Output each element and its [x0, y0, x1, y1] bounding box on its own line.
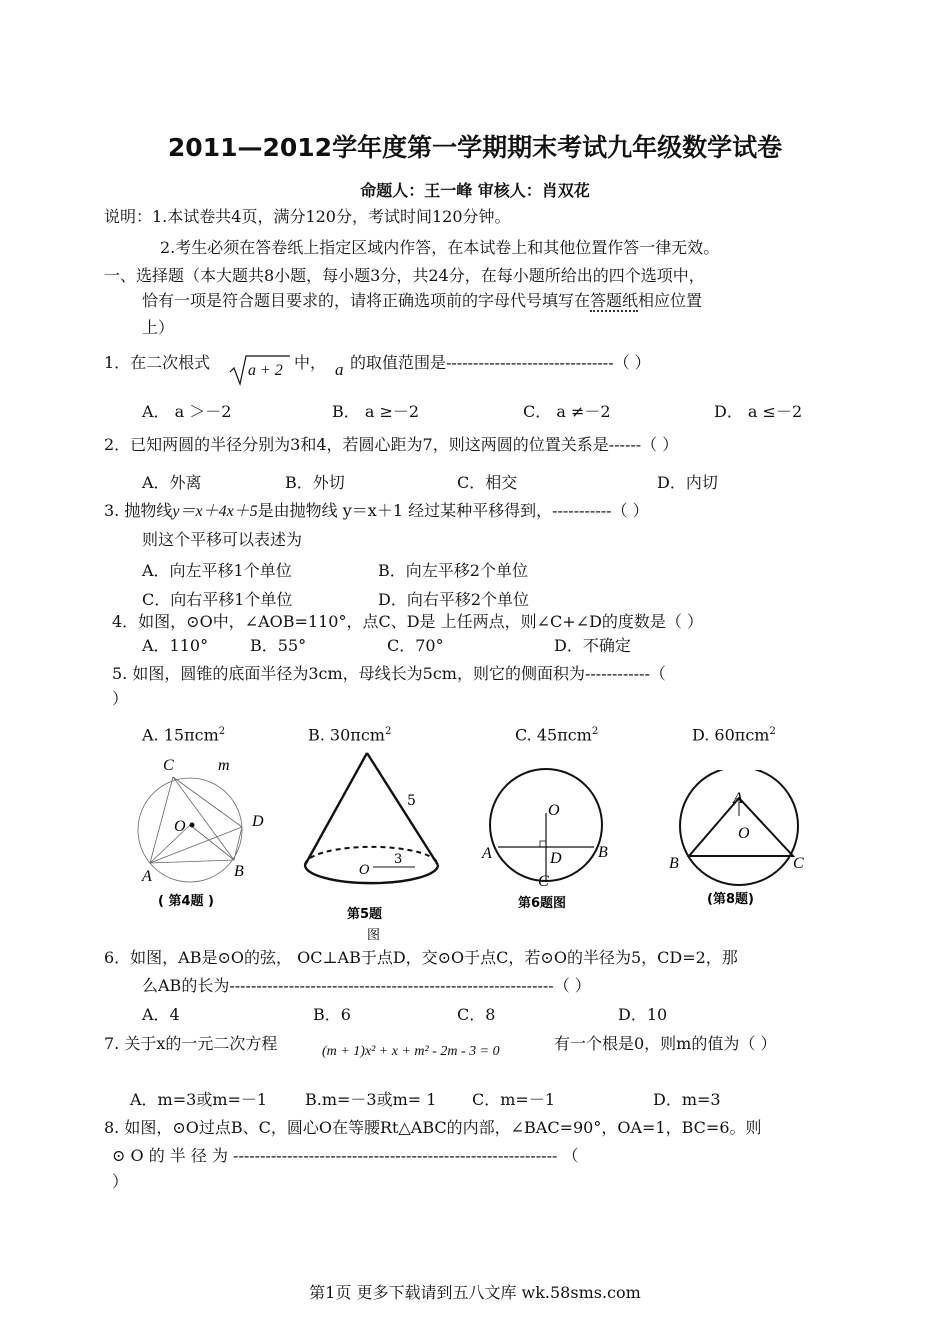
q2-option-c: C．相交: [457, 473, 518, 492]
q5-option-d: D. 60πcm$^2$: [692, 725, 776, 745]
q2-option-b: B．外切: [285, 473, 345, 492]
q5-close: ）: [112, 689, 129, 708]
label-a: A: [142, 868, 152, 885]
label-c: C: [793, 855, 804, 872]
figure-4: [130, 750, 280, 910]
q1-radicand: a + 2: [248, 362, 283, 379]
q5-option-b: B. 30πcm$^2$: [308, 725, 392, 745]
q5-option-c: C. 45πcm$^2$: [515, 725, 599, 745]
label-o: O: [359, 863, 370, 878]
q8-line1: 8. 如图，⊙O过点B、C，圆心O在等腰Rt△ABC的内部，∠BAC=90°，OA=1，BC=6。则: [104, 1118, 762, 1137]
section1-line2: 恰有一项是符合题目要求的，请将正确选项前的字母代号填写在答题纸相应位置: [142, 291, 703, 310]
q3-line1: 3. 抛物线y＝x＋4x＋5是由抛物线 y＝x＋1 经过某种平移得到，-----------（ ）: [104, 501, 649, 520]
q7-post: 有一个根是0，则m的值为（ ）: [554, 1034, 777, 1053]
note-1: 说明：1.本试卷共4页，满分120分，考试时间120分钟。: [104, 207, 511, 226]
q6-line2: 么AB的长为------------------------------------------------------------（ ）: [142, 976, 591, 995]
label-a: A: [733, 790, 743, 807]
q3-option-b: B．向左平移2个单位: [378, 561, 528, 580]
authors-line: 命题人：王一峰 审核人：肖双花: [360, 181, 590, 200]
q1-option-c: C． a ≠－2: [523, 402, 611, 421]
q3-option-d: D．向右平移2个单位: [378, 590, 530, 609]
figure-6-caption: 第6题图: [518, 896, 567, 911]
footer: 第1页 更多下载请到五八文库 wk.58sms.com: [309, 1283, 641, 1302]
q3-option-c: C．向右平移1个单位: [142, 590, 293, 609]
q6-option-b: B．6: [313, 1005, 351, 1024]
q6-option-a: A．4: [142, 1005, 180, 1024]
q1-post: 的取值范围是-------------------------------（ ）: [350, 353, 651, 372]
q8-line2: ⊙ O 的 半 径 为 ------------------------------------------------------------ （: [112, 1146, 579, 1165]
note-2: 2.考生必须在答卷纸上指定区域内作答，在本试卷上和其他位置作答一律无效。: [160, 238, 720, 257]
q3-option-a: A．向左平移1个单位: [142, 561, 292, 580]
q5-stem: 5. 如图，圆锥的底面半径为3cm，母线长为5cm，则它的侧面积为------------（: [112, 664, 666, 683]
label-c: C: [163, 757, 174, 774]
q4-stem: 4．如图，⊙O中，∠AOB=110°，点C、D是 上任两点，则∠C+∠D的度数是（ ）: [112, 612, 704, 631]
q7-option-c: C．m=－1: [472, 1090, 556, 1109]
section1-line3: 上）: [142, 318, 175, 337]
q4-option-a: A．110°: [142, 636, 209, 655]
q1-mid: 中，: [294, 353, 327, 372]
q4-option-b: B．55°: [250, 636, 307, 655]
label-o: O: [174, 818, 186, 835]
section1-line1: 一、选择题（本大题共8小题，每小题3分，共24分，在每小题所给出的四个选项中，: [104, 266, 705, 285]
q6-option-c: C．8: [457, 1005, 496, 1024]
label-d: D: [252, 813, 264, 830]
q8-line3: ）: [112, 1172, 129, 1191]
q1-option-d: D． a ≤－2: [714, 402, 803, 421]
label-d: D: [550, 850, 562, 867]
label-r: 3: [394, 852, 403, 867]
figure-8: [665, 770, 815, 915]
label-o: O: [548, 802, 560, 819]
figure-5-caption: 第5题: [347, 907, 383, 922]
label-slant: 5: [407, 793, 416, 809]
q7-option-b: B.m=－3或m= 1: [305, 1090, 437, 1109]
q7-pre: 7. 关于x的一元二次方程: [104, 1034, 278, 1053]
figure-6: [478, 755, 618, 915]
q7-option-a: A．m=3或m=－1: [130, 1090, 268, 1109]
q1-var: a: [335, 360, 344, 379]
q2-option-d: D．内切: [657, 473, 718, 492]
label-c: C: [538, 873, 549, 890]
q1-option-a: A． a ＞－2: [142, 402, 232, 421]
figure-4-caption: ( 第4题 ): [158, 894, 214, 909]
figure-5-caption-2: 图: [367, 928, 381, 943]
page-title: 2011—2012学年度第一学期期末考试九年级数学试卷: [167, 133, 783, 162]
q4-option-d: D．不确定: [554, 636, 631, 655]
q2-stem: 2．已知两圆的半径分别为3和4，若圆心距为7，则这两圆的位置关系是------（ ）: [104, 435, 679, 454]
q6-line1: 6．如图，AB是⊙O的弦， OC⊥AB于点D，交⊙O于点C，若⊙O的半径为5，CD=2，那: [104, 948, 738, 967]
figure-5: [295, 745, 465, 945]
q5-option-a: A. 15πcm$^2$: [142, 725, 226, 745]
label-a: A: [482, 845, 492, 862]
figure-8-caption: (第8题): [707, 892, 754, 907]
q1-pre: 1．在二次根式: [104, 353, 211, 372]
q3-line2: 则这个平移可以表述为: [142, 530, 303, 549]
q7-equation: (m + 1)x² + x + m² - 2m - 3 = 0: [322, 1044, 500, 1059]
q4-option-c: C．70°: [387, 636, 444, 655]
label-m: m: [218, 757, 230, 774]
label-b: B: [598, 844, 608, 861]
q7-option-d: D．m=3: [653, 1090, 721, 1109]
label-b: B: [669, 855, 679, 872]
emphasis-answer-sheet: 答题纸: [590, 291, 639, 310]
q1-option-b: B． a ≥－2: [332, 402, 420, 421]
q6-option-d: D．10: [618, 1005, 668, 1024]
label-o: O: [738, 825, 750, 842]
label-b: B: [234, 863, 244, 880]
q2-option-a: A．外离: [142, 473, 202, 492]
